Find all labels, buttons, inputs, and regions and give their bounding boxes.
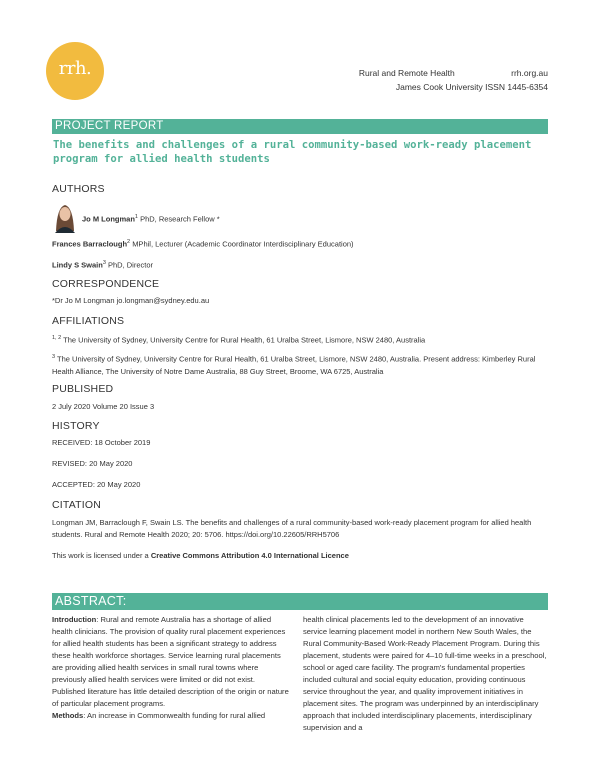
correspondence-prefix: *Dr Jo M Longman — [52, 296, 115, 305]
citation-heading: CITATION — [52, 499, 102, 511]
abstract-methods-label: Methods — [52, 711, 84, 720]
author-1-name: Jo M Longman — [82, 214, 135, 224]
author-2-details: MPhil, Lecturer (Academic Coordinator Interdisciplinary Education) — [132, 239, 354, 249]
abstract-bar: ABSTRACT: — [52, 593, 548, 610]
abstract-column-1 — [52, 614, 290, 722]
author-3-name: Lindy S Swain — [52, 260, 103, 270]
affiliation-2-sup: 3 — [52, 354, 56, 360]
logo-text: rrh. — [58, 58, 92, 79]
published-text: 2 July 2020 Volume 20 Issue 3 — [52, 402, 155, 411]
author-photo — [52, 201, 78, 233]
history-received: RECEIVED: 18 October 2019 — [52, 438, 151, 447]
author-3-details: PhD, Director — [108, 260, 154, 270]
publisher-issn: James Cook University ISSN 1445-6354 — [395, 82, 548, 92]
history-revised: REVISED: 20 May 2020 — [52, 459, 133, 468]
author-2-sup: 2 — [127, 239, 131, 245]
license-prefix: This work is licensed under a — [52, 551, 149, 560]
rrh-logo — [46, 42, 104, 100]
article-title: The benefits and challenges of a rural community-based work-ready placement program for allied health students — [53, 139, 532, 165]
author-2-name: Frances Barraclough — [52, 239, 128, 249]
journal-website[interactable]: rrh.org.au — [511, 68, 548, 78]
license-link[interactable]: Creative Commons Attribution 4.0 International Licence — [150, 551, 349, 560]
abstract-intro-text: : Rural and remote Australia has a shortage of allied health clinicians. The provision of quality rural placement experiences for allied health students has been a significant strategy to address these health workforce shortages. Service learning rural placements are providing allied health services in small rural towns where previously allied health services were limited or did not exist. Published literature has little detailed description of the origin or nature of particular placement programs. — [52, 615, 289, 708]
author-1-details: PhD, Research Fellow * — [140, 214, 220, 224]
affiliation-1-text: The University of Sydney, University Centre for Rural Health, 61 Uralba Street, Lismore, NSW 2480, Australia — [63, 335, 426, 345]
author-3-sup: 3 — [102, 260, 106, 266]
affiliation-1-sup: 1, 2 — [52, 335, 62, 341]
affiliation-2 — [52, 351, 548, 378]
author-1-sup: 1 — [134, 214, 138, 220]
affiliation-1 — [52, 332, 548, 347]
authors-heading: AUTHORS — [52, 183, 105, 195]
abstract-intro-label: Introduction — [52, 615, 97, 624]
author-1 — [82, 211, 220, 226]
affiliations-heading: AFFILIATIONS — [52, 315, 125, 327]
author-3 — [52, 257, 153, 272]
abstract-methods-text: : An increase in Commonwealth funding for rural allied — [83, 711, 266, 720]
journal-header — [359, 66, 548, 94]
abstract-col2-text: health clinical placements led to the development of an innovative service learning placement model in northern New South Wales, the Rural Community-Based Work-Ready Placement Program. During this placement, students were paired for 4–10 full-time weeks in a preschool, school or aged care facility. The program's fundamental properties included cultural and social equity education, providing continuous service throughout the year, and quality improvement initiatives in placement sites. The program was underpinned by an interdisciplinary approach that included interdisciplinary placements, interdisciplinary supervision and a — [303, 615, 547, 732]
correspondence-email[interactable]: jo.longman@sydney.edu.au — [116, 296, 210, 305]
correspondence-heading: CORRESPONDENCE — [52, 278, 160, 290]
history-accepted: ACCEPTED: 20 May 2020 — [52, 480, 141, 489]
journal-name: Rural and Remote Health — [358, 68, 455, 78]
correspondence-text — [52, 295, 209, 307]
citation-text: Longman JM, Barraclough F, Swain LS. The benefits and challenges of a rural community-based work-ready placement program for allied health students. Rural and Remote Health 2020; 20: 5706. https://doi.org/10.22605/RRH5706 — [52, 518, 532, 539]
published-heading: PUBLISHED — [52, 383, 114, 395]
affiliation-2-text: The University of Sydney, University Centre for Rural Health, 61 Uralba Street, Lismore, NSW 2480, Australia. Present address: Kimberley Rural Health Alliance, The University of Notre Dame Australia, 88 Guy Street, Broome, WA 6725, Australia — [52, 354, 536, 376]
license-text — [52, 550, 349, 562]
author-2 — [52, 236, 354, 251]
abstract-column-2 — [303, 614, 548, 734]
article-type-bar: PROJECT REPORT — [52, 119, 548, 134]
history-heading: HISTORY — [52, 420, 100, 432]
